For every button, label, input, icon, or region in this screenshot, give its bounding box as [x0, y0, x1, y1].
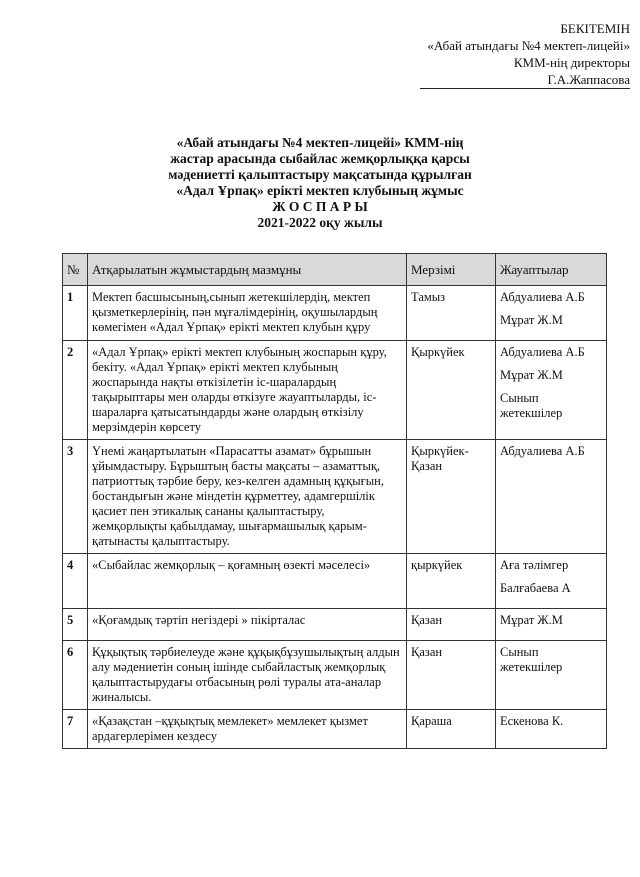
responsible-person: Мұрат Ж.М: [500, 313, 563, 327]
row-responsible: [496, 609, 607, 641]
table-header-row: [63, 254, 607, 286]
row-number: 4: [63, 554, 88, 609]
row-responsible: [496, 341, 607, 440]
table-body: [63, 286, 607, 749]
plan-table: [62, 253, 607, 749]
row-term: Тамыз: [407, 286, 496, 341]
row-number: 3: [63, 440, 88, 554]
approval-signature: Г.А.Жаппасова: [420, 71, 630, 89]
row-term: қыркүйек: [407, 554, 496, 609]
header-content: Атқарылатын жұмыстардың мазмұны: [88, 254, 407, 286]
approval-line-2: КММ-нің директоры: [513, 55, 630, 70]
row-number: 2: [63, 341, 88, 440]
table-row: [63, 554, 607, 609]
responsible-person: Сынып жетекшілер: [500, 645, 563, 674]
table-row: [63, 440, 607, 554]
row-content: Мектеп басшысының,сынып жетекшілердің, мектеп қызметкерлерінің, пән мұғалімдерінің, оқушылардың көмегімен «Адал Ұрпақ» ерікті мектеп клубын құру: [88, 286, 407, 341]
row-content: «Адал Ұрпақ» ерікті мектеп клубының жоспарын құру, бекіту. «Адал Ұрпақ» ерікті мектеп клубының жоспарында нақты өткізілетін іс-шаралардың тақырыптары мен оларды өткізуге жауаптыларды, іс-шараларға қатысатындарды және олардың өткізілу мерзімдерін көрсету: [88, 341, 407, 440]
responsible-person: Абдуалиева А.Б: [500, 444, 585, 458]
table-row: [63, 341, 607, 440]
document-title: [120, 135, 520, 231]
responsible-person: Абдуалиева А.Б: [500, 345, 585, 359]
responsible-person: Мұрат Ж.М: [500, 613, 563, 627]
title-line: мәдениетті қалыптастыру мақсатында құрылған: [168, 167, 472, 182]
table-row: [63, 609, 607, 641]
row-responsible: [496, 710, 607, 749]
row-content: Үнемі жаңартылатын «Парасатты азамат» бұрышын ұйымдастыру. Бұрыштың басты мақсаты – азаматтық, патриоттық тәрбие беру, кез-келген адамның құқығын, бостандығын және міндетін құрметтеу, адамгершілік қасиет пен этикалық сананы қалыптастыру, жемқорлықты қабылдамау, шығармашылық қарым-қатынасты қалыптастыру.: [88, 440, 407, 554]
row-term: Қараша: [407, 710, 496, 749]
approval-block: [380, 20, 630, 89]
row-responsible: [496, 286, 607, 341]
header-term: Мерзімі: [407, 254, 496, 286]
row-number: 1: [63, 286, 88, 341]
table-row: [63, 641, 607, 710]
title-line: «Адал Ұрпақ» ерікті мектеп клубының жұмыс: [176, 183, 464, 198]
row-content: Құқықтық тәрбиелеуде және құқықбұзушылықтың алдын алу мәдениетін соның ішінде сыбайластық жемқорлық қалыптастырудағы отбасының рөлі туралы ата-аналар жиналысы.: [88, 641, 407, 710]
row-content: «Қазақстан –құқықтық мемлекет» мемлекет қызмет ардагерлерімен кездесу: [88, 710, 407, 749]
responsible-person: Балғабаева А: [500, 581, 571, 595]
row-content: «Сыбайлас жемқорлық – қоғамның өзекті мәселесі»: [88, 554, 407, 609]
table-row: [63, 710, 607, 749]
title-line: «Абай атындағы №4 мектеп-лицейі» КММ-нің: [176, 135, 464, 150]
approval-line-1: «Абай атындағы №4 мектеп-лицейі»: [427, 38, 630, 53]
row-responsible: [496, 440, 607, 554]
row-term: Қыркүйек: [407, 341, 496, 440]
responsible-person: Абдуалиева А.Б: [500, 290, 585, 304]
responsible-person: Сынып жетекшілер: [500, 391, 563, 420]
responsible-person: Аға тәлімгер: [500, 558, 569, 572]
table-row: [63, 286, 607, 341]
header-number: №: [63, 254, 88, 286]
responsible-person: Ескенова К.: [500, 714, 564, 728]
header-responsible: Жауаптылар: [496, 254, 607, 286]
row-number: 7: [63, 710, 88, 749]
row-content: «Қоғамдық тәртіп негіздері » пікірталас: [88, 609, 407, 641]
title-line: Ж О С П А Р Ы: [272, 199, 368, 214]
row-number: 6: [63, 641, 88, 710]
approval-title: БЕКІТЕМІН: [560, 21, 630, 36]
row-responsible: [496, 554, 607, 609]
title-line: жастар арасында сыбайлас жемқорлыққа қарсы: [170, 151, 470, 166]
responsible-person: Мұрат Ж.М: [500, 368, 563, 382]
row-term: Қыркүйек-Қазан: [407, 440, 496, 554]
row-term: Қазан: [407, 609, 496, 641]
row-term: Қазан: [407, 641, 496, 710]
row-responsible: [496, 641, 607, 710]
title-line: 2021-2022 оқу жылы: [257, 215, 383, 230]
row-number: 5: [63, 609, 88, 641]
